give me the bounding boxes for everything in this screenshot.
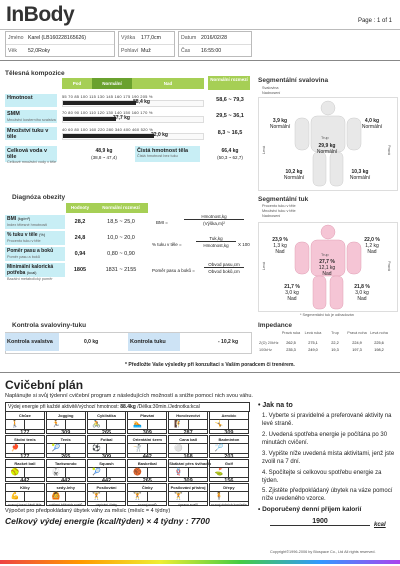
col-normal-header: Normální — [92, 78, 132, 89]
activity-icon: 🏸 — [214, 445, 224, 452]
exercise-cell: Chůze 🚶 177 — [5, 411, 45, 434]
activity-icon: 💪 — [10, 493, 20, 500]
exercise-cell: Golf ⛳ 156 — [209, 459, 249, 482]
inbody-logo: InBody — [6, 3, 75, 26]
activity-icon: 🧗 — [174, 421, 183, 428]
activity-icon: 🏋 — [174, 493, 183, 500]
activity-icon: 🎾 — [92, 469, 102, 476]
exercise-cell: Cyklistika 🚴 265 — [87, 411, 127, 434]
rec-title: • Doporučený denní příjem kalorií — [258, 506, 362, 513]
activity-checkbox[interactable] — [65, 420, 84, 429]
howto-step: 1. Vyberte si pravidelné a preferované aktivity na levé straně. — [262, 413, 392, 427]
rec-value: 1900 — [270, 518, 370, 526]
activity-checkbox[interactable] — [147, 420, 166, 429]
activity-checkbox[interactable] — [188, 444, 207, 453]
bc-range: 8,3 ~ 16,5 — [217, 130, 243, 136]
impedance-row-label: Z(Ω) 20kHz — [259, 341, 279, 345]
bc-value: 88,4 kg — [133, 99, 150, 105]
exercise-cell: Fotbal ⚽ 309 — [87, 435, 127, 458]
exercise-cell: Basketbal 🏀 265 — [127, 459, 167, 482]
impedance-value: 198,2 — [374, 348, 384, 352]
activity-checkbox[interactable] — [65, 444, 84, 453]
exercise-cell: Squash 🎾 442 — [87, 459, 127, 482]
activity-checkbox[interactable] — [188, 420, 207, 429]
seg-fat-right-arm: 22,0 % 1,2 kg Nad — [364, 237, 380, 255]
impedance-value: 22,2 — [331, 341, 339, 345]
seg-lean-left-leg: 10,2 kg Normální — [283, 169, 305, 181]
fat-control-value: - 10,2 kg — [218, 339, 239, 345]
muscle-fat-title: Kontrola svaloviny-tuku — [12, 322, 87, 329]
energy-header: Výdej energie při každé aktivitě/výchozí hmotnost: 88.4kg /Délka:30min./Jednotka:kcal — [5, 402, 250, 412]
howto-step: 5. Zjistěte předpokládaný úbytek na váze pomocí níže uvedeného vzorce. — [262, 488, 393, 502]
impedance-title: Impedance — [258, 322, 292, 329]
seg-fat-left-leg: 21,7 % 3,0 kg Nad — [284, 284, 300, 302]
exercise-cell: Tenis 🎾 265 — [46, 435, 86, 458]
impedance-col-header: Trup — [331, 331, 339, 335]
bc-ticks: 70 80 90 100 110 120 130 140 150 160 170 % — [62, 110, 153, 115]
seg-lean-left-arm: 3,9 kg Normální — [269, 118, 291, 130]
footer-stripe — [0, 560, 400, 564]
exercise-cell: Orientální šerm 🤺 442 — [127, 435, 167, 458]
activity-checkbox[interactable] — [188, 468, 207, 477]
activity-checkbox[interactable] — [106, 468, 125, 477]
howto-title: • Jak na to — [258, 402, 293, 409]
col-under-header: Pod — [62, 78, 92, 89]
activity-checkbox[interactable] — [24, 444, 43, 453]
howto-step: 3. Vypište níže uvedená místa aktivitami, jenž jste zvolil na 7 dní. — [262, 451, 395, 465]
seg-fat-title: Segmentální tuk — [258, 196, 309, 203]
obesity-label-box: BMI (kg/m²) Index tělesné hmotnosti — [5, 215, 65, 229]
pbf-formula: % tuku v těle = — [152, 242, 182, 247]
exercise-cell: Horolezectví 🧗 287 — [168, 411, 208, 434]
impedance-value: 275,1 — [308, 341, 318, 345]
howto-step: 2. Uvedená spotřeba energie je počítána po 30 minutách cvičení. — [262, 432, 388, 446]
obesity-label-box: Poměr pasu a boků Poměr pasu a boků — [5, 247, 65, 261]
exercise-cell: Jogging 🏃 309 — [46, 411, 86, 434]
activity-checkbox[interactable] — [228, 444, 247, 453]
activity-checkbox[interactable] — [24, 492, 43, 501]
obesity-value: 0,94 — [74, 251, 86, 257]
exercise-cell: Kliky 💪 rozvoj horní části těla — [5, 483, 45, 506]
activity-icon: 🤸 — [214, 421, 224, 428]
activity-icon: 🧍 — [214, 493, 224, 500]
impedance-value: 249,0 — [308, 348, 318, 352]
activity-checkbox[interactable] — [65, 492, 84, 501]
bmi-formula: BMI = — [156, 220, 168, 225]
activity-checkbox[interactable] — [106, 492, 125, 501]
bc-bar-track — [62, 133, 204, 140]
exercise-cell: sedy-lehy 🙆 cvičení břišních svalů — [46, 483, 86, 506]
exercise-cell: Posilování přístroj 🏋 úprava svalů — [168, 483, 208, 506]
bc-range: 29,5 ~ 36,1 — [216, 113, 244, 119]
seg-fat-right-side: Pravá — [386, 261, 391, 271]
howto-step: 4. Spočítejte si celkovou spotřebu energie za týden. — [262, 470, 382, 484]
obesity-value: 28,2 — [74, 219, 86, 225]
impedance-col-header: Levá noha — [370, 331, 388, 335]
obesity-value: 1805 — [73, 267, 87, 273]
activity-checkbox[interactable] — [188, 492, 207, 501]
seg-lean-sub1: Svalovina — [262, 86, 279, 90]
activity-checkbox[interactable] — [147, 492, 166, 501]
exercise-cell: Činky 🏋 rozvoj svalů — [127, 483, 167, 506]
whr-numerator: Obvod pasu,cm — [204, 262, 244, 268]
seg-lean-trunk-label: Trup — [321, 136, 329, 140]
seg-lean-trunk: 29,9 kg Normální — [316, 143, 338, 155]
bc-bar-fill — [63, 101, 136, 105]
obesity-range: 0,80 ~ 0,90 — [107, 251, 135, 257]
obesity-title: Diagnóza obezity — [12, 194, 66, 201]
obesity-range: 1831 ~ 2155 — [105, 267, 137, 273]
activity-checkbox[interactable] — [147, 468, 166, 477]
exercise-cell: Posilování 🏋 vzpírání činky — [87, 483, 127, 506]
obesity-range: 10,0 ~ 20,0 — [107, 235, 135, 241]
bc-label-box: Množství tuku v těle — [5, 127, 57, 140]
bc-bar-fill — [63, 117, 116, 121]
copyright: Copyright©1996-2006 by Biospace Co., Ltd All rights reserved. — [270, 550, 376, 554]
whr-formula: Poměr pasu a boků = — [152, 268, 195, 273]
impedance-value: 197,3 — [352, 348, 362, 352]
ffm-label-box: Čistá hmotnost těla Čistá hmotnost bez tuku — [135, 146, 200, 162]
tbw-range: (38,8 ~ 47,4) — [91, 155, 117, 160]
seg-lean-title: Segmentální svalovina — [258, 77, 329, 84]
pbf-numerator: Tuk,kg — [196, 236, 236, 242]
exercise-cell: Taekwondo 🥋 442 — [46, 459, 86, 482]
activity-icon: 🏀 — [133, 469, 142, 476]
activity-icon: ⛳ — [214, 469, 224, 476]
seg-fat-right-leg: 21,8 % 3,0 kg Nad — [354, 284, 370, 302]
exercise-cell: Dřepy 🧍 rozvoj dolních končetin — [209, 483, 249, 506]
exercise-cell: Plavání 🏊 309 — [127, 411, 167, 434]
bc-ticks: 55 70 85 100 115 130 145 160 175 190 205 % — [62, 94, 153, 99]
pbf-denominator: Hmotnost,kg — [203, 243, 229, 248]
activity-checkbox[interactable] — [228, 492, 247, 501]
height-gender-box: Výška 177,0cm Pohlaví Muž — [118, 31, 175, 57]
whr-denominator: Obvod boků,cm — [208, 269, 240, 274]
exercise-cell: Skákání přes švihadlo 🪢 309 — [169, 461, 212, 484]
obesity-label-box: % tuku v těle (%) Procento tuku v těle — [5, 231, 65, 245]
bc-label-box: SMM Množství kosterního svalstva — [7, 111, 56, 122]
fat-control-label-box: Kontrola tuku — [128, 333, 180, 351]
impedance-col-header: Pravá noha — [347, 331, 367, 335]
activity-checkbox[interactable] — [24, 420, 43, 429]
obesity-col-value: Hodnoty — [66, 203, 94, 213]
header-bottom-divider — [0, 60, 400, 61]
seg-fat-sub3: Nadnosení — [262, 214, 281, 218]
activity-icon: 🤺 — [133, 445, 142, 452]
impedance-value: 235,3 — [286, 348, 296, 352]
activity-icon: 🏓 — [10, 445, 20, 452]
seg-fat-left-arm: 23,9 % 1,3 kg Nad — [272, 237, 288, 255]
impedance-value: 225,6 — [374, 341, 384, 345]
seg-lean-left-side: Levá — [262, 145, 267, 155]
activity-checkbox[interactable] — [106, 420, 125, 429]
obesity-range: 18,5 ~ 25,0 — [107, 219, 135, 225]
seg-lean-right-side: Pravá — [386, 145, 391, 155]
exercise-cell: Racket ball 🥎 442 — [5, 459, 45, 482]
activity-checkbox[interactable] — [106, 444, 125, 453]
seg-fat-trunk-label: Trup — [321, 253, 329, 257]
impedance-col-header: Levá ruka — [304, 331, 322, 335]
activity-icon: 🎾 — [51, 445, 61, 452]
impedance-value: 224,9 — [352, 341, 362, 345]
activity-icon: ⚽ — [92, 445, 102, 452]
obesity-label-box: Minimální kalorická potřeba (kcal) Bazální metabolický poměr — [5, 263, 65, 277]
exercise-title: Cvičební plán — [5, 378, 84, 392]
activity-checkbox[interactable] — [65, 468, 84, 477]
tbw-value: 48,9 kg — [95, 148, 113, 154]
obesity-col-range: Normální rozmezí — [94, 203, 148, 213]
activity-checkbox[interactable] — [228, 420, 247, 429]
col-range-header: Normální rozmezí — [208, 76, 250, 90]
impedance-row-label: 100kHz — [259, 348, 272, 352]
impedance-col-header: Pravá ruka — [281, 331, 301, 335]
exercise-cell: Stolní tenis 🏓 177 — [5, 435, 45, 458]
exercise-cell: Badminton 🏸 203 — [209, 435, 249, 458]
muscle-control-label-box: Kontrola svalstva — [5, 333, 59, 351]
calc-line: Výpočet pro předpokládaný úbytek váhy za měsíc (měsíc = 4 týdny) — [5, 508, 171, 514]
bc-ticks: 40 60 80 100 160 220 280 340 400 460 520 % — [62, 127, 153, 132]
calc-total: Celkový výdej energie (kcal/týden) × 4 týdny : 7700 — [5, 516, 210, 526]
seg-fat-note: * Segmentální tuk je odhadován — [300, 313, 354, 317]
bc-value: 37,7 kg — [113, 115, 130, 121]
date-time-box: Datum 2016/02/28 Čas 16:55:00 — [178, 31, 252, 57]
activity-icon: 🚶 — [10, 421, 20, 428]
impedance-value: 19,3 — [331, 348, 339, 352]
exercise-intro: Naplánujte si svůj týdenní cvičební program z následujících možností a snižte pomocí nich svou váhu. — [5, 393, 253, 399]
bc-bar-track — [62, 116, 204, 123]
activity-icon: 🏋 — [92, 493, 102, 500]
activity-icon: 🥎 — [10, 469, 20, 476]
patient-id-box: Jméno Karel (LB160228165626) Věk 52,0Roky — [5, 31, 115, 57]
activity-icon: 🥋 — [51, 469, 61, 476]
activity-icon: 🪢 — [174, 469, 183, 476]
muscle-control-value: 0,0 kg — [84, 339, 99, 345]
activity-icon: 🏃 — [51, 421, 61, 428]
activity-icon: 🏋 — [133, 493, 142, 500]
body-comp-title: Tělesná kompozice — [5, 70, 65, 77]
seg-fat-trunk: 27,7 % 12,1 kg Nad — [318, 259, 336, 277]
disclaimer: * Předložte Vaše výsledky při konzultaci s Vaším poradcem či trenérem. — [125, 362, 295, 368]
col-over-header: Nad — [132, 78, 204, 89]
seg-lean-sub2: Nadnosení — [262, 91, 281, 95]
tbw-label-box: Celková voda v těle Celkové množství vody v těle — [7, 148, 57, 164]
exercise-cell: Cana ball ⚪ 168 — [168, 435, 208, 458]
seg-fat-sub1: Procento tuku v těle — [262, 204, 296, 208]
page-number: Page : 1 of 1 — [357, 18, 392, 24]
bc-value: 22,0 kg — [151, 132, 168, 138]
activity-icon: 🚴 — [92, 421, 102, 428]
seg-fat-left-side: Levá — [262, 261, 267, 271]
seg-lean-right-arm: 4,0 kg Normální — [361, 118, 383, 130]
exercise-cell: Aerobic 🤸 309 — [209, 411, 249, 434]
activity-icon: 🙆 — [51, 493, 61, 500]
bmi-denominator: (Výška,m)² — [203, 221, 225, 226]
seg-lean-right-leg: 10,3 kg Normální — [349, 169, 371, 181]
header-divider — [0, 29, 400, 30]
bc-label-box: Hmotnost — [5, 94, 57, 107]
bc-bar-fill — [63, 134, 154, 138]
bmi-numerator: Hmotnost,kg — [184, 214, 244, 220]
mid-divider — [0, 372, 400, 373]
ffm-range: (50,3 ~ 62,7) — [217, 155, 243, 160]
activity-checkbox[interactable] — [228, 468, 247, 477]
activity-checkbox[interactable] — [147, 444, 166, 453]
ffm-value: 66,4 kg — [221, 148, 239, 154]
activity-icon: 🏊 — [133, 421, 142, 428]
activity-checkbox[interactable] — [24, 468, 43, 477]
bc-range: 58,6 ~ 79,3 — [216, 97, 244, 103]
rec-unit: kcal — [374, 522, 386, 528]
impedance-value: 262,5 — [286, 341, 296, 345]
activity-icon: ⚪ — [174, 445, 183, 452]
seg-fat-sub2: Množství tuku v těle — [262, 209, 296, 213]
obesity-value: 24,8 — [74, 235, 86, 241]
pbf-multiplier: X 100 — [238, 242, 250, 247]
